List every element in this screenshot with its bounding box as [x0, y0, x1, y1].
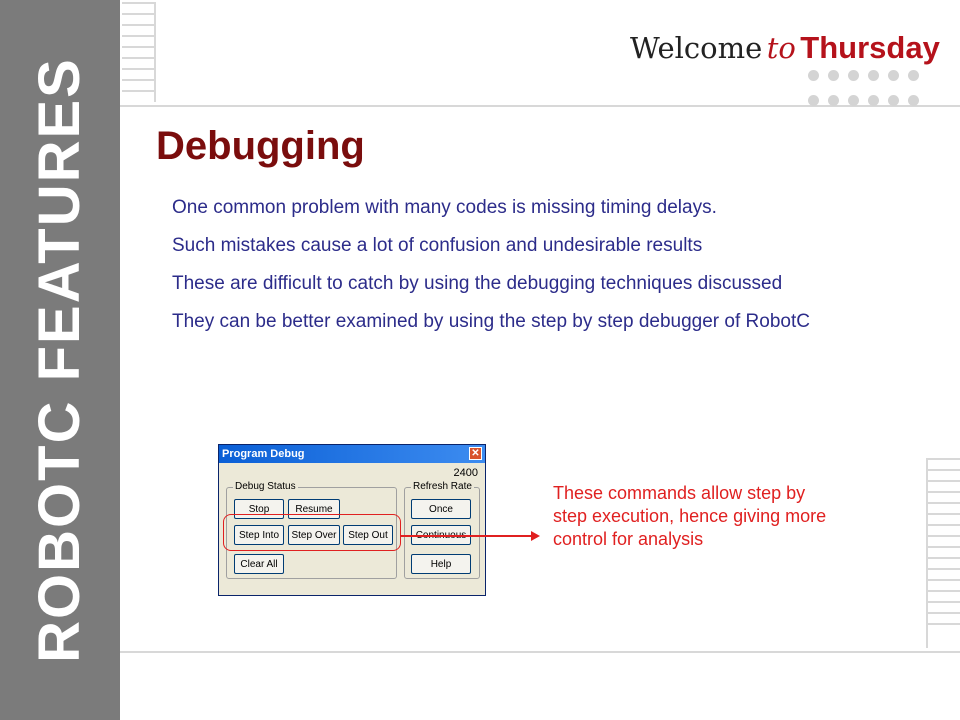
refresh-rate-value: 2400	[453, 467, 478, 479]
bullet-item: Such mistakes cause a lot of confusion and undesirable results	[172, 235, 703, 256]
arrow-right-icon	[531, 531, 540, 541]
callout-arrow-line	[401, 535, 533, 537]
callout-text: These commands allow step by step execution, hence giving more control for analysis	[553, 483, 827, 549]
sidebar-title: ROBOTC FEATURES	[27, 57, 92, 663]
stop-button[interactable]: Stop	[234, 499, 284, 519]
logo	[630, 30, 940, 66]
help-button[interactable]: Help	[411, 554, 471, 574]
decorative-grid-right	[926, 458, 960, 634]
resume-button[interactable]: Resume	[288, 499, 340, 519]
once-button[interactable]: Once	[411, 499, 471, 519]
refresh-rate-label: Refresh Rate	[413, 481, 472, 492]
logo-welcome: Welcome	[630, 31, 763, 65]
sidebar-band	[0, 0, 120, 720]
logo-to: to	[766, 31, 796, 65]
logo-brand: Thursday	[800, 30, 940, 65]
debug-status-label: Debug Status	[235, 481, 296, 492]
bullet-item: One common problem with many codes is missing timing delays.	[172, 197, 717, 218]
step-out-button[interactable]: Step Out	[343, 525, 393, 545]
step-over-button[interactable]: Step Over	[288, 525, 340, 545]
window-title: Program Debug	[222, 448, 305, 460]
step-into-button[interactable]: Step Into	[234, 525, 284, 545]
logo-dots	[808, 70, 932, 120]
bullet-item: They can be better examined by using the step by step debugger of RobotC	[172, 311, 810, 332]
bullet-list	[172, 196, 872, 348]
refresh-rate-group	[404, 481, 480, 579]
window-titlebar	[219, 445, 485, 463]
page-title: Debugging	[156, 124, 365, 168]
decorative-grid-top	[122, 2, 156, 101]
bullet-item: These are difficult to catch by using the debugging techniques discussed	[172, 273, 783, 294]
clear-all-button[interactable]: Clear All	[234, 554, 284, 574]
divider-bottom	[120, 651, 960, 653]
close-icon[interactable]: ✕	[469, 447, 482, 460]
step-buttons-highlight	[223, 514, 401, 551]
